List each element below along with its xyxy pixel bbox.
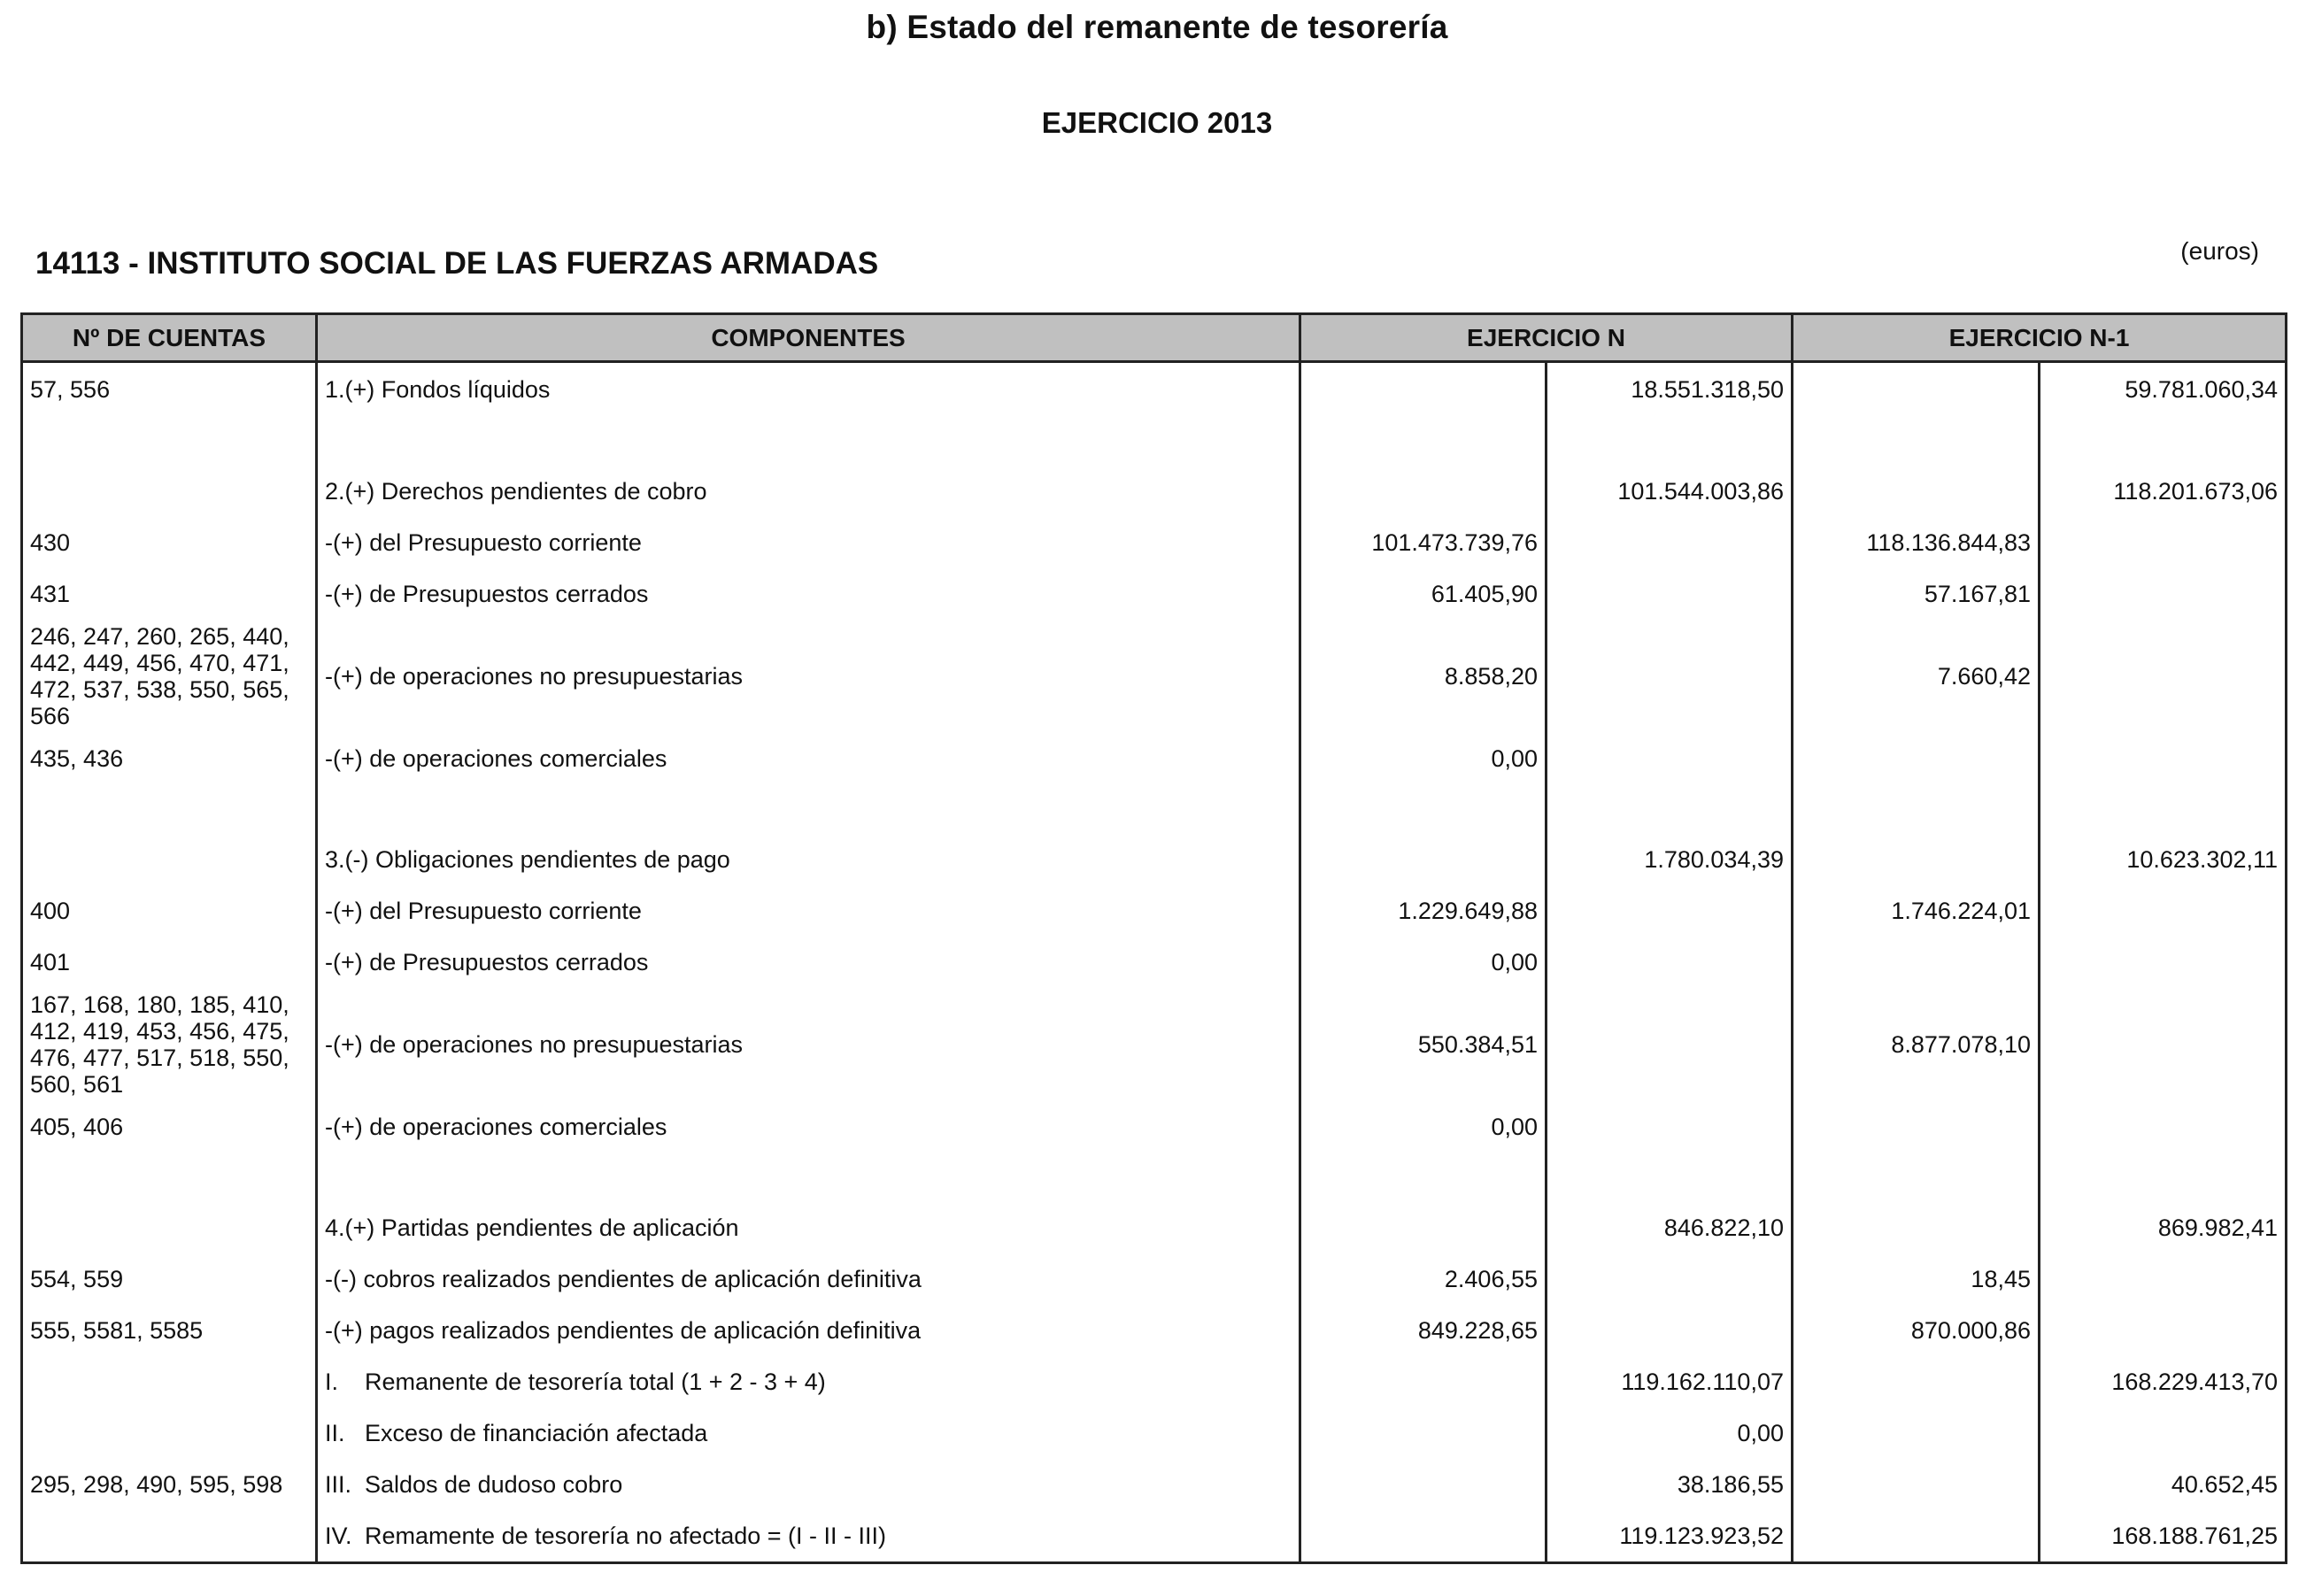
n-detail-cell: [1300, 362, 1547, 417]
table-row: [22, 466, 2287, 517]
report-subtitle: EJERCICIO 2013: [1041, 106, 1273, 139]
entity-name: 14113 - INSTITUTO SOCIAL DE LAS FUERZAS ARMADAS: [35, 246, 879, 281]
roman-numeral: II.: [325, 1420, 345, 1446]
component-cell: -(+) de operaciones no presupuestarias: [317, 620, 1300, 733]
component-cell: 3.(-) Obligaciones pendientes de pago: [317, 834, 1300, 885]
component-cell: [317, 1356, 1300, 1407]
spacer-row: [22, 784, 2287, 834]
n1-detail-cell: [1793, 1202, 2040, 1253]
table-row: [22, 1253, 2287, 1305]
units-label: (euros): [2180, 237, 2259, 265]
component-cell: [317, 1510, 1300, 1563]
n1-detail-cell: 18,45: [1793, 1253, 2040, 1305]
n1-total-cell: 168.188.761,25: [2040, 1510, 2287, 1563]
n-detail-cell: 2.406,55: [1300, 1253, 1547, 1305]
n-total-cell: [1547, 568, 1793, 620]
n1-total-cell: 869.982,41: [2040, 1202, 2287, 1253]
n1-detail-cell: [1793, 1407, 2040, 1459]
accounts-cell: [22, 834, 317, 885]
accounts-cell: [22, 1510, 317, 1563]
table-row: [22, 362, 2287, 417]
n-detail-cell: 0,00: [1300, 937, 1547, 988]
n1-detail-cell: [1793, 1356, 2040, 1407]
n-detail-cell: [1300, 1407, 1547, 1459]
table-row: [22, 1202, 2287, 1253]
n-detail-cell: 0,00: [1300, 733, 1547, 784]
n1-total-cell: [2040, 620, 2287, 733]
component-cell: 4.(+) Partidas pendientes de aplicación: [317, 1202, 1300, 1253]
n-detail-cell: 8.858,20: [1300, 620, 1547, 733]
accounts-cell: 246, 247, 260, 265, 440, 442, 449, 456, 470, 471, 472, 537, 538, 550, 565, 566: [22, 620, 317, 733]
n1-detail-cell: [1793, 1459, 2040, 1510]
n-detail-cell: [1300, 1510, 1547, 1563]
n-detail-cell: 101.473.739,76: [1300, 517, 1547, 568]
n-detail-cell: [1300, 1202, 1547, 1253]
n-total-cell: 0,00: [1547, 1407, 1793, 1459]
roman-numeral: III.: [325, 1471, 352, 1498]
accounts-cell: [22, 1407, 317, 1459]
table-row: [22, 517, 2287, 568]
accounts-cell: 554, 559: [22, 1253, 317, 1305]
n1-total-cell: [2040, 1101, 2287, 1153]
n-detail-cell: 849.228,65: [1300, 1305, 1547, 1356]
table-row: [22, 988, 2287, 1101]
accounts-cell: [22, 466, 317, 517]
accounts-cell: 57, 556: [22, 362, 317, 417]
table-row: [22, 834, 2287, 885]
n-total-cell: [1547, 988, 1793, 1101]
n1-detail-cell: 870.000,86: [1793, 1305, 2040, 1356]
roman-numeral: I.: [325, 1369, 339, 1395]
n-total-cell: [1547, 1253, 1793, 1305]
component-cell: -(+) del Presupuesto corriente: [317, 885, 1300, 937]
n1-detail-cell: [1793, 937, 2040, 988]
n1-detail-cell: [1793, 1101, 2040, 1153]
n1-total-cell: [2040, 988, 2287, 1101]
n1-detail-cell: 8.877.078,10: [1793, 988, 2040, 1101]
n1-total-cell: [2040, 885, 2287, 937]
accounts-cell: 401: [22, 937, 317, 988]
n1-total-cell: 168.229.413,70: [2040, 1356, 2287, 1407]
component-cell: 2.(+) Derechos pendientes de cobro: [317, 466, 1300, 517]
component-cell: [317, 1459, 1300, 1510]
n1-detail-cell: [1793, 733, 2040, 784]
spacer-row: [22, 416, 2287, 466]
n-total-cell: [1547, 620, 1793, 733]
n-detail-cell: 0,00: [1300, 1101, 1547, 1153]
component-label: Remanente de tesorería total (1 + 2 - 3 + 4): [365, 1369, 826, 1395]
accounts-cell: 405, 406: [22, 1101, 317, 1153]
table-header-row: [22, 314, 2287, 362]
table-row: [22, 937, 2287, 988]
component-cell: -(+) pagos realizados pendientes de aplicación definitiva: [317, 1305, 1300, 1356]
component-cell: -(+) de operaciones comerciales: [317, 1101, 1300, 1153]
accounts-cell: 435, 436: [22, 733, 317, 784]
n-detail-cell: [1300, 1459, 1547, 1510]
accounts-cell: 400: [22, 885, 317, 937]
table-row: [22, 1407, 2287, 1459]
n-total-cell: [1547, 517, 1793, 568]
n1-detail-cell: [1793, 834, 2040, 885]
table-row: [22, 1510, 2287, 1563]
component-label: Remamente de tesorería no afectado = (I - II - III): [365, 1523, 887, 1549]
header-year-n: EJERCICIO N: [1300, 314, 1793, 362]
n-total-cell: [1547, 1101, 1793, 1153]
table-row: [22, 1305, 2287, 1356]
n-total-cell: [1547, 733, 1793, 784]
roman-numeral: IV.: [325, 1523, 352, 1549]
n-detail-cell: 1.229.649,88: [1300, 885, 1547, 937]
component-cell: -(+) de Presupuestos cerrados: [317, 937, 1300, 988]
report-title: b) Estado del remanente de tesorería: [866, 9, 1448, 45]
table-row: [22, 1356, 2287, 1407]
n-total-cell: 101.544.003,86: [1547, 466, 1793, 517]
n1-total-cell: [2040, 937, 2287, 988]
table-row: [22, 568, 2287, 620]
n1-detail-cell: 7.660,42: [1793, 620, 2040, 733]
n1-total-cell: [2040, 568, 2287, 620]
spacer-row: [22, 1153, 2287, 1202]
accounts-cell: [22, 1356, 317, 1407]
accounts-cell: 295, 298, 490, 595, 598: [22, 1459, 317, 1510]
component-label: Saldos de dudoso cobro: [365, 1471, 623, 1498]
n1-detail-cell: [1793, 466, 2040, 517]
n1-detail-cell: 1.746.224,01: [1793, 885, 2040, 937]
n-total-cell: [1547, 885, 1793, 937]
n1-detail-cell: 57.167,81: [1793, 568, 2040, 620]
n1-total-cell: [2040, 1253, 2287, 1305]
n-total-cell: 119.162.110,07: [1547, 1356, 1793, 1407]
n1-total-cell: 59.781.060,34: [2040, 362, 2287, 417]
n-total-cell: [1547, 1305, 1793, 1356]
component-cell: -(-) cobros realizados pendientes de aplicación definitiva: [317, 1253, 1300, 1305]
header-year-n1: EJERCICIO N-1: [1793, 314, 2287, 362]
n-detail-cell: 550.384,51: [1300, 988, 1547, 1101]
table-row: [22, 620, 2287, 733]
n-detail-cell: [1300, 834, 1547, 885]
n-total-cell: 1.780.034,39: [1547, 834, 1793, 885]
table-row: [22, 1459, 2287, 1510]
n1-total-cell: 40.652,45: [2040, 1459, 2287, 1510]
component-cell: -(+) del Presupuesto corriente: [317, 517, 1300, 568]
n-total-cell: 38.186,55: [1547, 1459, 1793, 1510]
treasury-table: [20, 312, 2287, 1564]
accounts-cell: 430: [22, 517, 317, 568]
component-cell: 1.(+) Fondos líquidos: [317, 362, 1300, 417]
accounts-cell: 431: [22, 568, 317, 620]
n1-detail-cell: [1793, 1510, 2040, 1563]
accounts-cell: 555, 5581, 5585: [22, 1305, 317, 1356]
table-row: [22, 733, 2287, 784]
component-cell: -(+) de operaciones comerciales: [317, 733, 1300, 784]
n-total-cell: 18.551.318,50: [1547, 362, 1793, 417]
n-total-cell: 119.123.923,52: [1547, 1510, 1793, 1563]
n-total-cell: 846.822,10: [1547, 1202, 1793, 1253]
n-detail-cell: [1300, 466, 1547, 517]
n1-detail-cell: 118.136.844,83: [1793, 517, 2040, 568]
header-accounts: Nº DE CUENTAS: [22, 314, 317, 362]
header-components: COMPONENTES: [317, 314, 1300, 362]
n1-total-cell: [2040, 1407, 2287, 1459]
n1-total-cell: [2040, 517, 2287, 568]
table-row: [22, 885, 2287, 937]
component-label: Exceso de financiación afectada: [365, 1420, 708, 1446]
table-row: [22, 1101, 2287, 1153]
n1-total-cell: 10.623.302,11: [2040, 834, 2287, 885]
n1-detail-cell: [1793, 362, 2040, 417]
component-cell: -(+) de Presupuestos cerrados: [317, 568, 1300, 620]
component-cell: [317, 1407, 1300, 1459]
n1-total-cell: [2040, 733, 2287, 784]
n-detail-cell: [1300, 1356, 1547, 1407]
n-detail-cell: 61.405,90: [1300, 568, 1547, 620]
n1-total-cell: [2040, 1305, 2287, 1356]
n-total-cell: [1547, 937, 1793, 988]
n1-total-cell: 118.201.673,06: [2040, 466, 2287, 517]
accounts-cell: 167, 168, 180, 185, 410, 412, 419, 453, 456, 475, 476, 477, 517, 518, 550, 560, 561: [22, 988, 317, 1101]
accounts-cell: [22, 1202, 317, 1253]
component-cell: -(+) de operaciones no presupuestarias: [317, 988, 1300, 1101]
